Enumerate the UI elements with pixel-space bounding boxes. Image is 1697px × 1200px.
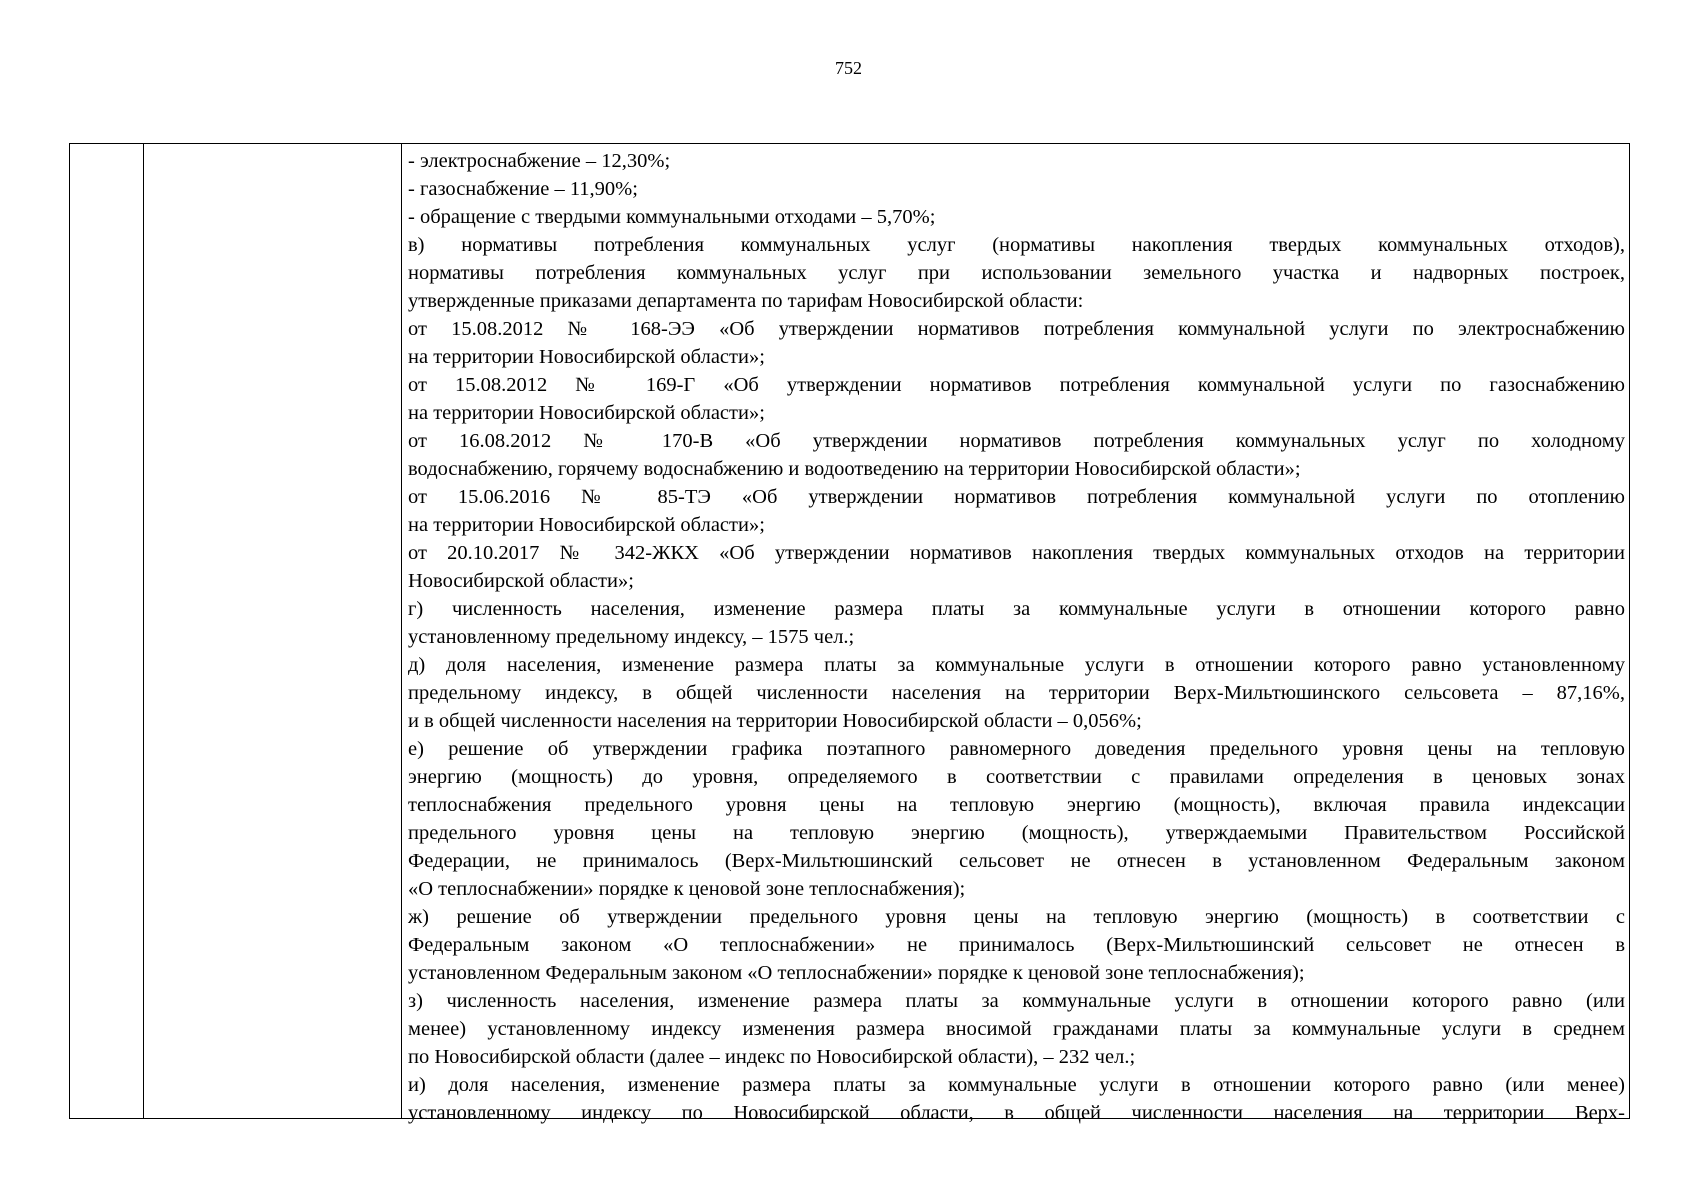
table-text-cell [408,147,1625,1127]
column-divider-1 [143,144,144,1118]
text-line: Новосибирской области»; [408,570,634,592]
text-line: «О теплоснабжении» порядке к ценовой зоне теплоснабжения); [408,878,966,900]
text-line: предельного уровня цены на тепловую энергию (мощность), утверждаемыми Правительством Российской [408,822,1625,844]
text-line: от 20.10.2017 № 342-ЖКХ «Об утверждении нормативов накопления твердых коммунальных отходов на территории [408,542,1625,564]
text-line: в) нормативы потребления коммунальных услуг (нормативы накопления твердых коммунальных отходов), [408,234,1625,256]
text-line: водоснабжению, горячему водоснабжению и водоотведению на территории Новосибирской области»; [408,458,1301,480]
text-line: от 15.08.2012 № 168-ЭЭ «Об утверждении нормативов потребления коммунальной услуги по электроснабжению [408,318,1625,340]
text-line: на территории Новосибирской области»; [408,514,765,536]
text-line: от 15.08.2012 № 169-Г «Об утверждении нормативов потребления коммунальной услуги по газоснабжению [408,374,1625,396]
text-line: г) численность населения, изменение размера платы за коммунальные услуги в отношении которого равно [408,598,1625,620]
text-line: е) решение об утверждении графика поэтапного равномерного доведения предельного уровня цены на тепловую [408,738,1625,760]
text-line: утвержденные приказами департамента по тарифам Новосибирской области: [408,290,1084,312]
text-line: установленному индексу по Новосибирской области, в общей численности населения на территории Верх- [408,1102,1625,1124]
text-line: и в общей численности населения на территории Новосибирской области – 0,056%; [408,710,1142,732]
text-line: установленном Федеральным законом «О теплоснабжении» порядке к ценовой зоне теплоснабжения); [408,962,1305,984]
column-divider-2 [401,144,402,1118]
text-line: - электроснабжение – 12,30%; [408,150,671,172]
text-line: предельному индексу, в общей численности населения на территории Верх-Мильтюшинского сельсовета – 87,16%, [408,682,1625,704]
text-line: установленному предельному индексу, – 1575 чел.; [408,626,855,648]
text-line: - обращение с твердыми коммунальными отходами – 5,70%; [408,206,936,228]
text-line: на территории Новосибирской области»; [408,402,765,424]
text-line: - газоснабжение – 11,90%; [408,178,638,200]
text-line: энергию (мощность) до уровня, определяемого в соответствии с правилами определения в ценовых зонах [408,766,1625,788]
content-table [69,143,1630,1124]
text-line: з) численность населения, изменение размера платы за коммунальные услуги в отношении которого равно (или [408,990,1625,1012]
text-line: менее) установленному индексу изменения размера вносимой гражданами платы за коммунальные услуги в среднем [408,1018,1625,1040]
text-line: и) доля населения, изменение размера платы за коммунальные услуги в отношении которого равно (или менее) [408,1074,1625,1096]
text-line: от 16.08.2012 № 170-В «Об утверждении нормативов потребления коммунальных услуг по холодному [408,430,1625,452]
page-number: 752 [835,58,862,78]
text-line: на территории Новосибирской области»; [408,346,765,368]
text-line: нормативы потребления коммунальных услуг при использовании земельного участка и надворных построек, [408,262,1625,284]
text-line: Федерации, не принималось (Верх-Мильтюшинский сельсовет не отнесен в установленном Федеральным законом [408,850,1625,872]
text-line: от 15.06.2016 № 85-ТЭ «Об утверждении нормативов потребления коммунальной услуги по отоплению [408,486,1625,508]
text-line: д) доля населения, изменение размера платы за коммунальные услуги в отношении которого равно установленному [408,654,1625,676]
text-line: ж) решение об утверждении предельного уровня цены на тепловую энергию (мощность) в соответствии с [408,906,1625,928]
text-line: по Новосибирской области (далее – индекс по Новосибирской области), – 232 чел.; [408,1046,1136,1068]
text-line: теплоснабжения предельного уровня цены на тепловую энергию (мощность), включая правила индексации [408,794,1625,816]
text-line: Федеральным законом «О теплоснабжении» не принималось (Верх-Мильтюшинский сельсовет не отнесен в [408,934,1625,956]
